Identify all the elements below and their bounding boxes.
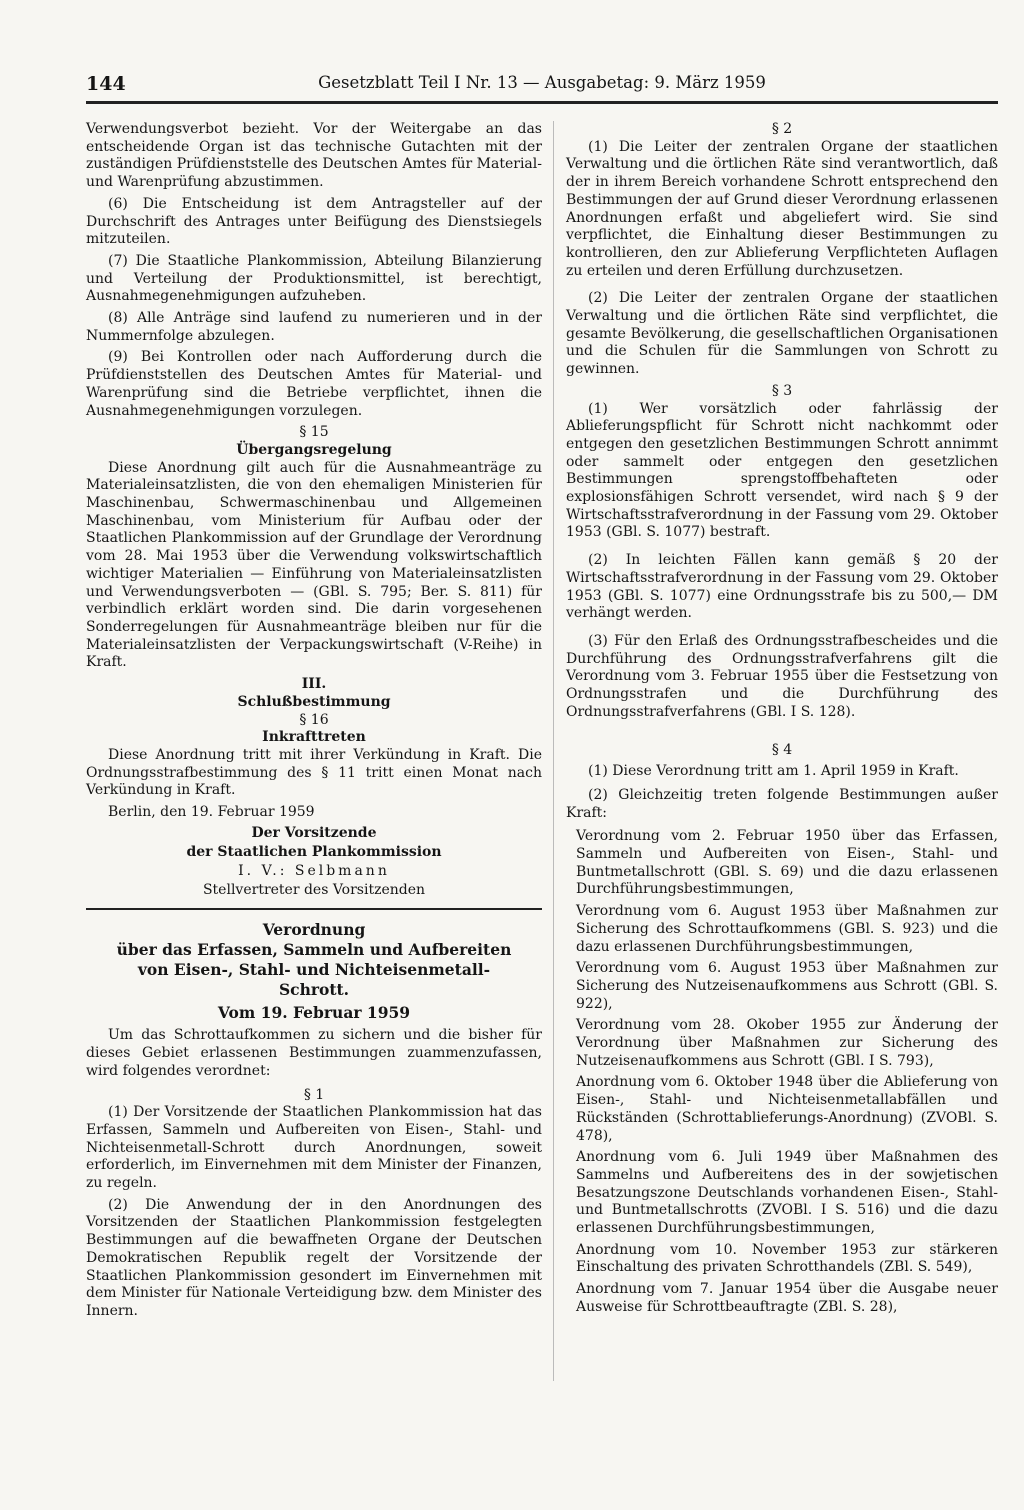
paragraph: Verwendungsverbot bezieht. Vor der Weitergabe an das entscheidende Organ ist das technische Gutachten mit der zuständigen Prüfdienststelle des Deutschen Amtes für Material- und Warenprüfung abzustimmen.	[86, 121, 542, 191]
signer-name: I. V.: Selbmann	[238, 862, 390, 879]
spacer	[566, 722, 998, 742]
section-number: § 15	[299, 424, 329, 441]
signer-role: Der Vorsitzende	[251, 824, 377, 841]
paragraph: (1) Der Vorsitzende der Staatlichen Plankommission hat das Erfassen, Sammeln und Aufbereiten von Eisen-, Stahl- und Nichteisenmetall-Schrott durch Anordnungen, soweit erforderlich, im Einvernehmen mit dem Minister der Finanzen, zu regeln.	[86, 1104, 542, 1192]
page-number: 144	[86, 73, 126, 95]
paragraph: (2) Die Anwendung der in den Anordnungen des Vorsitzenden der Staatlichen Plankommission festgelegten Bestimmungen auf die bewaffneten Organe der Deutschen Demokratischen Republik regelt der Vorsitzende der Staatlichen Plankommission gesondert im Einvernehmen mit dem Minister für Nationale Verteidigung bzw. dem Minister des Innern.	[86, 1196, 542, 1319]
list-item: Verordnung vom 6. August 1953 über Maßnahmen zur Sicherung des Nutzeisenaufkommens aus Schrott (GBl. S. 922),	[576, 960, 998, 1012]
part-heading: Schlußbestimmung	[237, 693, 391, 710]
signer-subtitle: Stellvertreter des Vorsitzenden	[202, 881, 426, 898]
page-header	[86, 73, 998, 103]
left-column	[86, 121, 542, 1321]
paragraph: (1) Diese Verordnung tritt am 1. April 1959 in Kraft.	[588, 763, 959, 780]
section-number: § 3	[771, 382, 793, 399]
paragraph: (8) Alle Anträge sind laufend zu numerieren und in der Nummernfolge abzulegen.	[86, 310, 542, 344]
section-number: § 1	[303, 1086, 325, 1103]
section-heading: Übergangsregelung	[236, 441, 392, 458]
part-number: III.	[301, 676, 327, 693]
section-number: § 2	[771, 121, 793, 137]
paragraph: (6) Die Entscheidung ist dem Antragsteller auf der Durchschrift des Antrages unter Beifügung des Dienstsiegels mitzuteilen.	[86, 195, 542, 248]
section-number: § 16	[299, 711, 329, 728]
list-item: Anordnung vom 6. Oktober 1948 über die Ablieferung von Eisen-, Stahl- und Nichteisenmetallabfällen und Rückständen (Schrottablieferungs-Anordnung) (ZVOBl. S. 478),	[576, 1074, 998, 1144]
list-item: Verordnung vom 2. Februar 1950 über das Erfassen, Sammeln und Aufbereiten von Eisen-, Stahl- und Buntmetallschrott (GBl. S. 69) und die dazu erlassenen Durchführungsbestimmungen,	[576, 828, 998, 898]
right-column	[566, 121, 998, 1317]
ordinance-title: Verordnung	[262, 919, 366, 939]
column-divider	[553, 121, 554, 1381]
paragraph: (1) Wer vorsätzlich oder fahrlässig der Ablieferungspflicht für Schrott nicht nachkommt oder entgegen den gesetzlichen Bestimmungen Schrott annimmt oder sammelt oder entgegen den gesetzlichen Bestimmungen sprengstoffbehafteten oder explosionsfähigen Schrott versendet, wird nach § 9 der Wirtschaftsstrafverordnung in der Fassung vom 29. Oktober 1953 (GBl. S. 1077) bestraft.	[566, 400, 998, 541]
section-divider	[86, 908, 542, 910]
section-number: § 4	[771, 741, 793, 758]
paragraph: (2) In leichten Fällen kann gemäß § 20 der Wirtschaftsstrafverordnung in der Fassung vom 29. Oktober 1953 (GBl. S. 1077) eine Ordnungsstrafe bis zu 500,— DM verhängt werden.	[566, 552, 998, 622]
paragraph: Diese Anordnung tritt mit ihrer Verkündung in Kraft. Die Ordnungsstrafbestimmung des § 11 tritt einen Monat nach Verkündung in Kraft.	[86, 746, 542, 799]
paragraph: (1) Die Leiter der zentralen Organe der staatlichen Verwaltung und die örtlichen Räte sind verantwortlich, daß der in ihrem Bereich vorhandene Schrott entsprechend den Bestimmungen der auf Grund dieser Verordnung erlassenen Anordnungen erfaßt und abgeliefert wird. Sie sind verpflichtet, die Einhaltung dieser Bestimmungen zu kontrollieren, den zur Ablieferung Verpflichteten Auflagen zu erteilen und deren Erfüllung durchzusetzen.	[566, 138, 998, 279]
paragraph: (2) Die Leiter der zentralen Organe der staatlichen Verwaltung und die örtlichen Räte sind verpflichtet, die gesamte Bevölkerung, die gesellschaftlichen Organisationen und die Schulen für die Sammlungen von Schrott zu gewinnen.	[566, 290, 998, 378]
paragraph: (9) Bei Kontrollen oder nach Aufforderung durch die Prüfdienststellen des Deutschen Amtes für Material- und Warenprüfung sind die Betriebe verpflichtet, ihnen die Ausnahmegenehmigungen vorzulegen.	[86, 349, 542, 419]
list-item: Anordnung vom 6. Juli 1949 über Maßnahmen des Sammelns und Aufbereitens des in der sowjetischen Besatzungszone Deutschlands vorhandenen Eisen-, Stahl- und Buntmetallschrotts (ZVOBl. I S. 516) und die dazu erlassenen Durchführungsbestimmungen,	[576, 1149, 998, 1237]
header-rule	[86, 101, 998, 104]
paragraph: Diese Anordnung gilt auch für die Ausnahmeanträge zu Materialeinsatzlisten, die von den ehemaligen Ministerien für Maschinenbau, Schwermaschinenbau und Allgemeinen Maschinenbau, vom Ministerium für Aufbau oder der Staatlichen Plankommission auf der Grundlage der Verordnung vom 28. Mai 1953 über die Verwendung volkswirtschaftlich wichtiger Materialien — Einführung von Materialeinsatzlisten und Verwendungsverboten — (GBl. S. 795; Ber. S. 811) für verbindlich erklärt worden sind. Die darin vorgesehenen Sonderregelungen für Ausnahmeanträge bleiben nur für die Materialeinsatzlisten der Verpackungswirtschaft (V-Reihe) in Kraft.	[86, 459, 542, 671]
preamble: Um das Schrottaufkommen zu sichern und die bisher für dieses Gebiet erlassenen Bestimmungen zuammenzufassen, wird folgendes verordnet:	[86, 1027, 542, 1079]
list-item: Verordnung vom 6. August 1953 über Maßnahmen zur Sicherung des Schrottaufkommens (GBl. S. 923) und die dazu erlassenen Durchführungsbestimmungen,	[576, 903, 998, 955]
signer-role: der Staatlichen Plankommission	[186, 843, 442, 860]
paragraph: (7) Die Staatliche Plankommission, Abteilung Bilanzierung und Verteilung der Produktionsmittel, ist berechtigt, Ausnahmegenehmigungen aufzuheben.	[86, 252, 542, 305]
list-item: Anordnung vom 10. November 1953 zur stärkeren Einschaltung des privaten Schrotthandels (ZBl. S. 549),	[576, 1241, 998, 1276]
section-heading: Inkrafttreten	[262, 729, 366, 746]
paragraph: (3) Für den Erlaß des Ordnungsstrafbescheides und die Durchführung des Ordnungsstrafverfahrens gilt die Verordnung vom 3. Februar 1955 über die Festsetzung von Ordnungsstrafen und die Durchführung des Ordnungsstrafverfahrens (GBl. I S. 128).	[566, 632, 998, 720]
signature-block	[86, 824, 542, 900]
running-title: Gesetzblatt Teil I Nr. 13 — Ausgabetag: 9. März 1959	[318, 73, 766, 92]
ordinance-date: Vom 19. Februar 1959	[217, 1002, 411, 1022]
paragraph: (2) Gleichzeitig treten folgende Bestimmungen außer Kraft:	[566, 786, 998, 821]
list-item: Anordnung vom 7. Januar 1954 über die Ausgabe neuer Ausweise für Schrottbeauftragte (ZBl. S. 28),	[576, 1281, 998, 1315]
place-date: Berlin, den 19. Februar 1959	[108, 804, 315, 821]
ordinance-subtitle: über das Erfassen, Sammeln und Aufbereiten von Eisen-, Stahl- und Nichteisenmetall-Schrott.	[116, 939, 512, 999]
list-item: Verordnung vom 28. Okober 1955 zur Änderung der Verordnung über Maßnahmen zur Sicherung des Nutzeisenaufkommens aus Schrott (GBl. I S. 793),	[576, 1017, 998, 1069]
